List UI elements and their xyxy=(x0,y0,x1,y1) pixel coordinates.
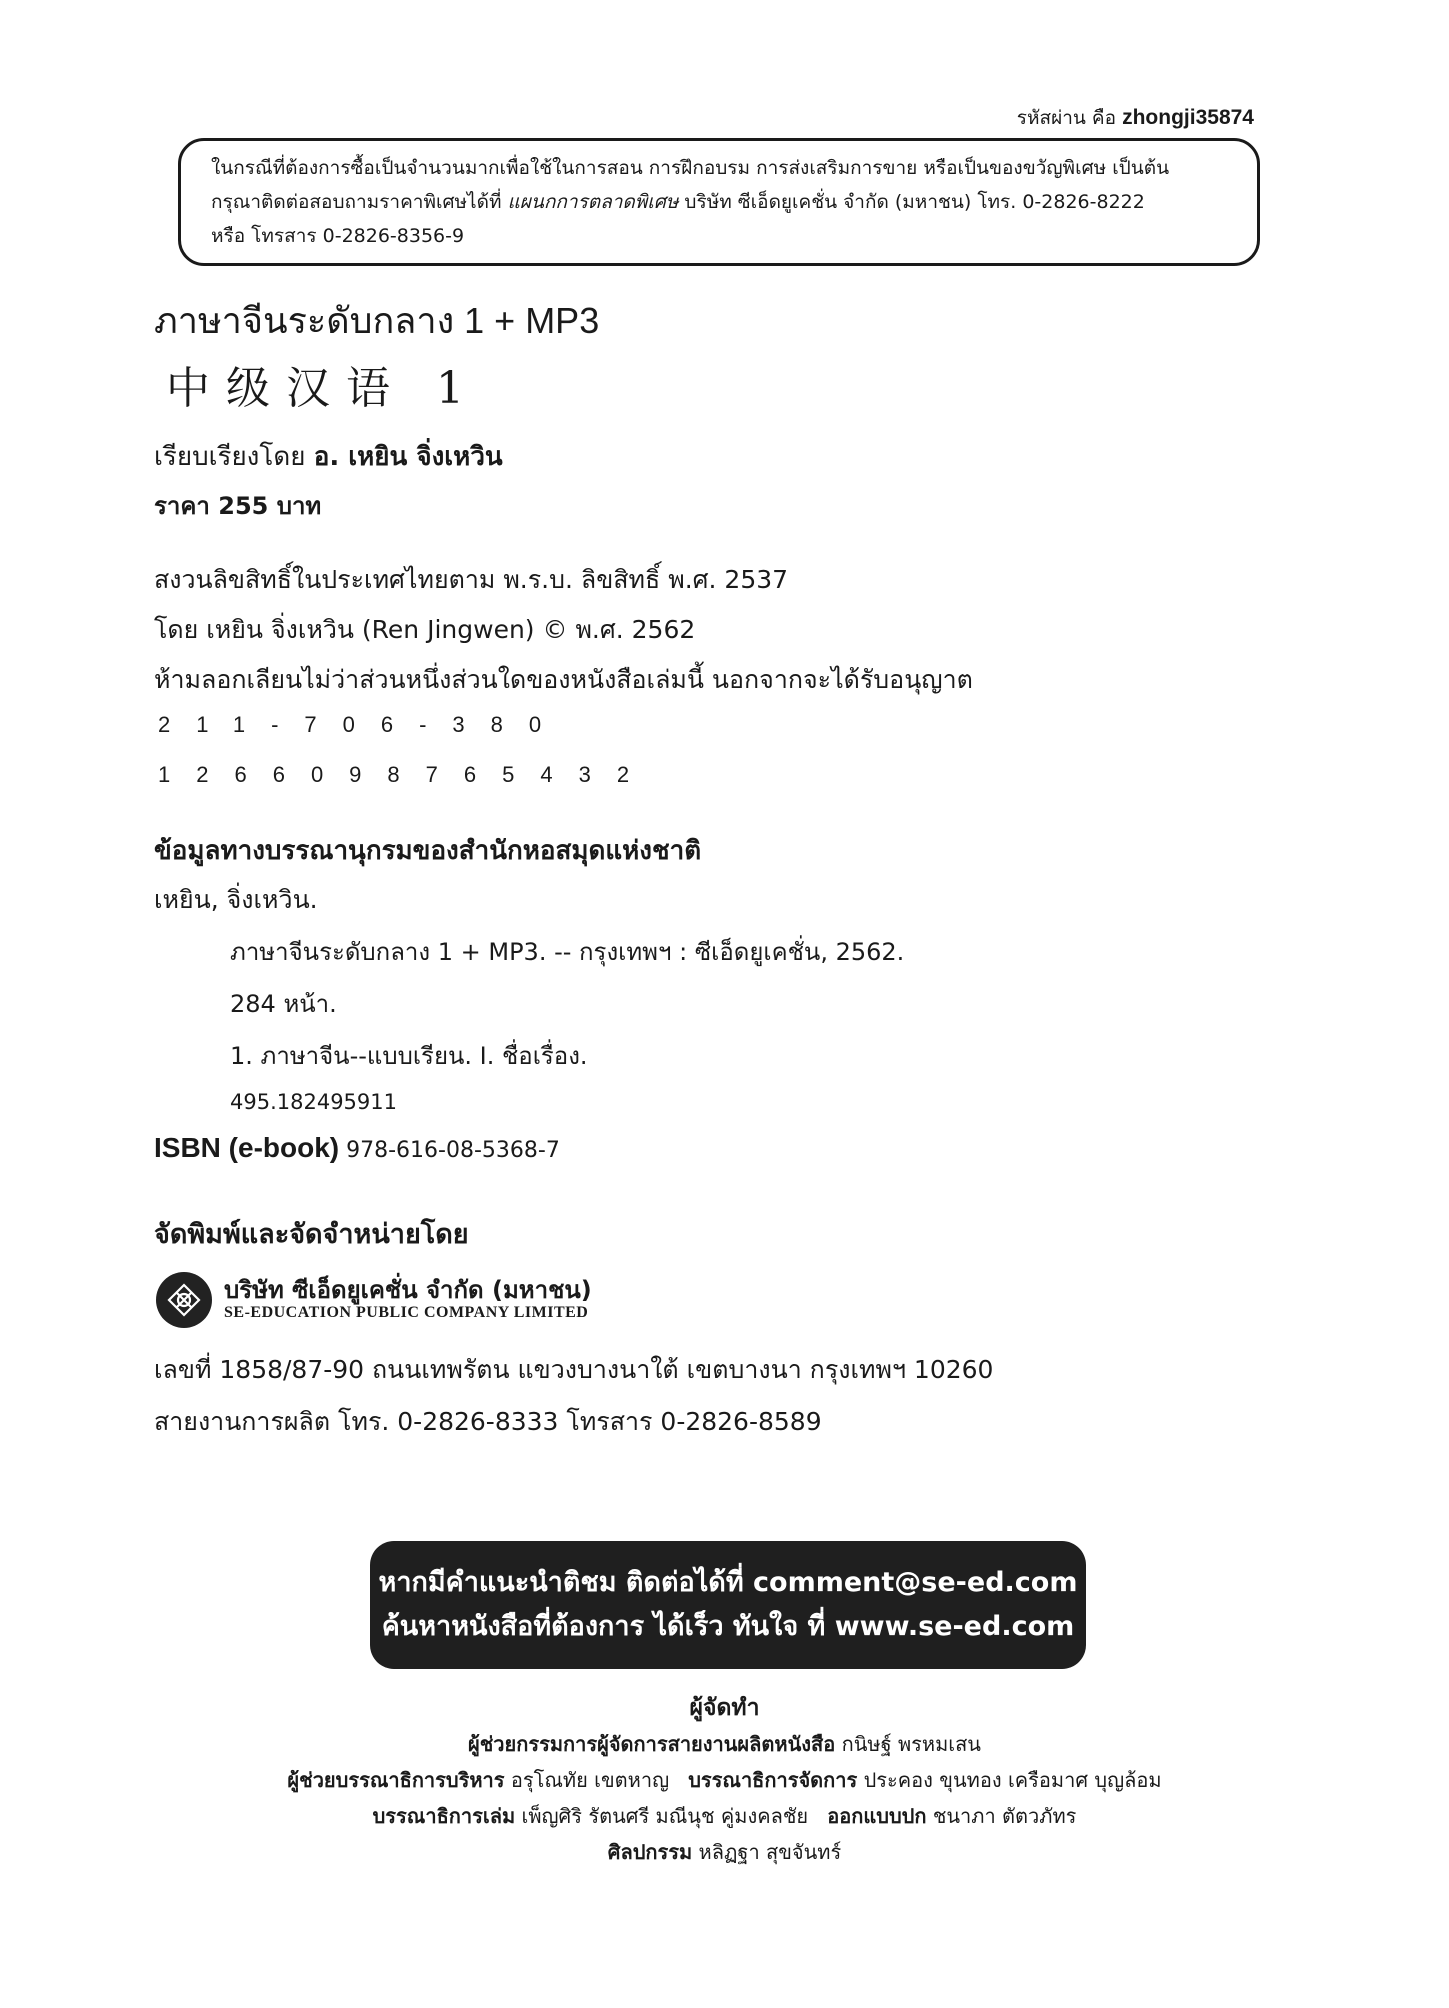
password-code: zhongji35874 xyxy=(1122,106,1254,129)
company-name-thai: บริษัท ซีเอ็ดยูเคชั่น จำกัด (มหาชน) xyxy=(224,1276,592,1304)
print-code-2: 1266098765432 xyxy=(158,762,656,787)
production-contact: สายงานการผลิต โทร. 0-2826-8333 โทรสาร 0-2826-8589 xyxy=(154,1407,822,1436)
password-line xyxy=(1017,103,1254,133)
notice-line-2-prefix: กรุณาติดต่อสอบถามราคาพิเศษได้ที่ xyxy=(211,191,502,213)
isbn-value: 978-616-08-5368-7 xyxy=(346,1138,560,1163)
password-label: รหัสผ่าน คือ xyxy=(1016,107,1117,129)
notice-special-dept: แผนกการตลาดพิเศษ xyxy=(507,191,679,213)
notice-line-2 xyxy=(211,185,1227,219)
book-title-chinese: 中级汉语 1 xyxy=(166,363,480,414)
credit-role: บรรณาธิการจัดการ xyxy=(688,1768,858,1792)
isbn-line xyxy=(154,1132,560,1164)
credits-row-2 xyxy=(0,1762,1449,1798)
credit-name: หลิฏฐา สุขจันทร์ xyxy=(698,1840,842,1864)
feedback-contact-box xyxy=(370,1541,1086,1669)
notice-line-2-suffix: บริษัท ซีเอ็ดยูเคชั่น จำกัด (มหาชน) โทร. 0-2826-8222 xyxy=(684,191,1145,213)
notice-line-1: ในกรณีที่ต้องการซื้อเป็นจำนวนมากเพื่อใช้ในการสอน การฝึกอบรม การส่งเสริมการขาย หรือเป็นของขวัญพิเศษ เป็นต้น xyxy=(211,157,1170,179)
distributor-heading: จัดพิมพ์และจัดจำหน่ายโดย xyxy=(154,1219,469,1250)
copyright-line-3: ห้ามลอกเลียนไม่ว่าส่วนหนึ่งส่วนใดของหนังสือเล่มนี้ นอกจากจะได้รับอนุญาต xyxy=(154,665,973,694)
bulk-order-notice xyxy=(178,138,1260,266)
catalog-heading: ข้อมูลทางบรรณานุกรมของสำนักหอสมุดแห่งชาติ xyxy=(154,836,702,866)
company-name-english: SE-EDUCATION PUBLIC COMPANY LIMITED xyxy=(224,1304,589,1321)
credit-role: ศิลปกรรม xyxy=(607,1840,693,1864)
isbn-label: ISBN (e-book) xyxy=(154,1132,340,1163)
se-ed-logo-icon xyxy=(156,1272,212,1328)
copyright-line-1: สงวนลิขสิทธิ์ในประเทศไทยตาม พ.ร.บ. ลิขสิทธิ์ พ.ศ. 2537 xyxy=(154,565,789,594)
credit-name: ชนาภา ตัตวภัทร xyxy=(932,1804,1077,1828)
print-code-1: 211-706-380 xyxy=(158,712,568,737)
catalog-line-2: 284 หน้า. xyxy=(230,990,337,1018)
compiler-line xyxy=(154,436,503,477)
credits-row-4 xyxy=(0,1834,1449,1870)
compiler-name: อ. เหยิน จิ่งเหวิน xyxy=(313,442,503,472)
credit-role: ผู้ช่วยกรรมการผู้จัดการสายงานผลิตหนังสือ xyxy=(468,1732,836,1756)
compiler-label: เรียบเรียงโดย xyxy=(154,442,306,472)
book-title-thai: ภาษาจีนระดับกลาง 1 + MP3 xyxy=(154,300,600,341)
credit-role: ออกแบบปก xyxy=(827,1804,927,1828)
catalog-line-4: 495.182495911 xyxy=(230,1090,398,1114)
credit-name: เพ็ญศิริ รัตนศรี มณีนุช คู่มงคลชัย xyxy=(521,1804,809,1828)
catalog-line-3: 1. ภาษาจีน--แบบเรียน. I. ชื่อเรื่อง. xyxy=(230,1042,588,1070)
notice-line-3: หรือ โทรสาร 0-2826-8356-9 xyxy=(211,225,465,247)
contact-line-1: หากมีคำแนะนำติชม ติดต่อได้ที่ comment@se-ed.com xyxy=(378,1567,1078,1598)
copyright-line-2: โดย เหยิน จิ่งเหวิน (Ren Jingwen) © พ.ศ. 2562 xyxy=(154,615,696,644)
catalog-line-1: ภาษาจีนระดับกลาง 1 + MP3. -- กรุงเทพฯ : ซีเอ็ดยูเคชั่น, 2562. xyxy=(230,938,905,966)
company-address: เลขที่ 1858/87-90 ถนนเทพรัตน แขวงบางนาใต้ เขตบางนา กรุงเทพฯ 10260 xyxy=(154,1355,994,1384)
catalog-author: เหยิน, จิ่งเหวิน. xyxy=(154,885,318,914)
credit-role: บรรณาธิการเล่ม xyxy=(372,1804,516,1828)
credits-row-3 xyxy=(0,1798,1449,1834)
price: ราคา 255 บาท xyxy=(154,492,322,520)
credit-role: ผู้ช่วยบรรณาธิการบริหาร xyxy=(287,1768,505,1792)
credits-row-1 xyxy=(0,1726,1449,1762)
credits xyxy=(0,1690,1449,1870)
credit-name: ประคอง ขุนทอง เครือมาศ บุญล้อม xyxy=(863,1768,1162,1792)
contact-line-2: ค้นหาหนังสือที่ต้องการ ได้เร็ว ทันใจ ที่ www.se-ed.com xyxy=(381,1611,1075,1642)
credit-name: กนิษฐ์ พรหมเสน xyxy=(841,1732,981,1756)
credits-heading: ผู้จัดทำ xyxy=(689,1695,760,1721)
credit-name: อรุโณทัย เขตหาญ xyxy=(510,1768,670,1792)
